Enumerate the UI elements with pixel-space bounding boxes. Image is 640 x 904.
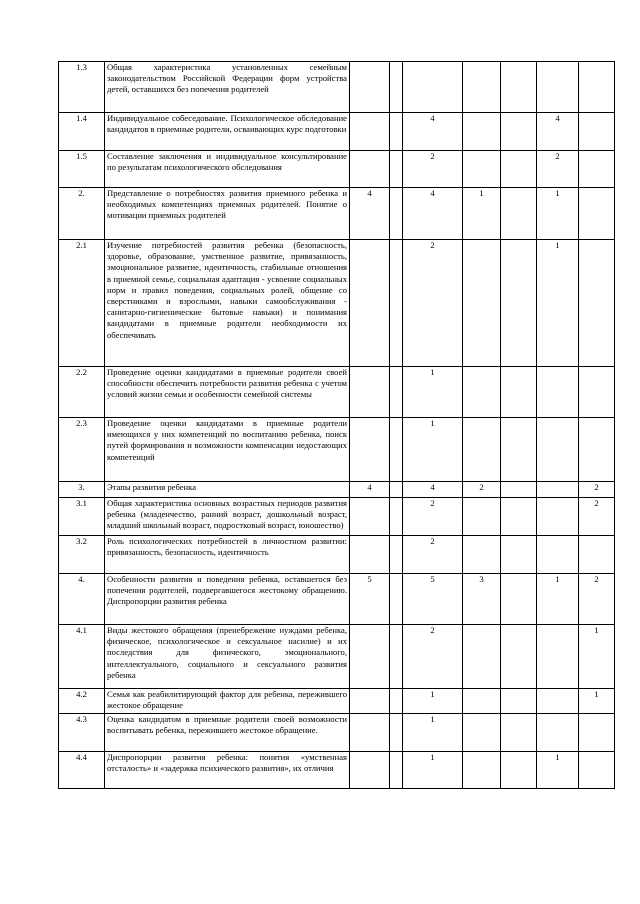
table-row	[59, 574, 615, 625]
cell-col2: 2	[403, 498, 463, 536]
row-topic: Общая характеристика установленных семейным законодательством Российской Федерации форм устройства детей, оставшихся без попечения родителей	[105, 62, 350, 113]
cell-col4	[501, 418, 537, 482]
table-row	[59, 752, 615, 789]
row-number: 4.3	[59, 714, 105, 752]
cell-col4	[501, 498, 537, 536]
row-topic: Проведение оценки кандидатами в приемные родители имеющихся у них компетенций по воспитанию ребенка, поиск путей формирования и возможности компенсации недостающих компетенций	[105, 418, 350, 482]
cell-col3	[463, 625, 501, 689]
row-topic: Семья как реабилитирующий фактор для ребенка, пережившего жестокое обращение	[105, 689, 350, 714]
cell-spacer	[390, 188, 403, 240]
cell-col3: 3	[463, 574, 501, 625]
cell-col3	[463, 367, 501, 418]
cell-col3	[463, 113, 501, 151]
cell-col4	[501, 482, 537, 498]
cell-col4	[501, 240, 537, 367]
cell-col2: 1	[403, 367, 463, 418]
cell-col6	[579, 113, 615, 151]
cell-col4	[501, 689, 537, 714]
row-topic: Изучение потребностей развития ребенка (безопасность, здоровье, образование, умственное развитие, привязанность, эмоциональное развитие, идентичность, стабильные отношения в приемной семье, социальная адаптация - усвоение социальных норм и правил поведения, социальных ролей, общение со сверстниками и взрослыми, навыки самообслуживания - санитарно-гигиенические бытовые навыки) и понимания кандидатами в приемные родители необходимости их обеспечивать	[105, 240, 350, 367]
cell-col6	[579, 62, 615, 113]
cell-col2: 2	[403, 625, 463, 689]
cell-col1	[350, 367, 390, 418]
cell-col5: 1	[537, 752, 579, 789]
table-row	[59, 482, 615, 498]
cell-col5: 4	[537, 113, 579, 151]
table-row	[59, 151, 615, 188]
cell-col3	[463, 240, 501, 367]
cell-col3	[463, 498, 501, 536]
cell-col4	[501, 188, 537, 240]
cell-col1	[350, 62, 390, 113]
row-number: 1.3	[59, 62, 105, 113]
cell-spacer	[390, 151, 403, 188]
row-number: 2.2	[59, 367, 105, 418]
cell-col6	[579, 151, 615, 188]
cell-col2: 1	[403, 689, 463, 714]
cell-col3	[463, 418, 501, 482]
cell-col3	[463, 62, 501, 113]
cell-col1	[350, 418, 390, 482]
cell-col6	[579, 240, 615, 367]
table-row	[59, 240, 615, 367]
cell-spacer	[390, 240, 403, 367]
cell-col4	[501, 714, 537, 752]
cell-col2: 4	[403, 113, 463, 151]
cell-spacer	[390, 689, 403, 714]
row-topic: Индивидуальное собеседование. Психологическое обследование кандидатов в приемные родители, осваивающих курс подготовки	[105, 113, 350, 151]
cell-col6: 2	[579, 482, 615, 498]
cell-col6	[579, 188, 615, 240]
cell-col6: 2	[579, 498, 615, 536]
cell-col1	[350, 151, 390, 188]
cell-col5	[537, 536, 579, 574]
cell-col2: 2	[403, 151, 463, 188]
cell-spacer	[390, 574, 403, 625]
cell-col6	[579, 752, 615, 789]
cell-col6	[579, 536, 615, 574]
row-topic: Составление заключения и индивидуальное консультирование по результатам психологического обследования	[105, 151, 350, 188]
row-number: 4.	[59, 574, 105, 625]
cell-col4	[501, 367, 537, 418]
table-row	[59, 188, 615, 240]
table-row	[59, 62, 615, 113]
row-number: 4.4	[59, 752, 105, 789]
cell-col1	[350, 625, 390, 689]
cell-col2: 5	[403, 574, 463, 625]
row-number: 2.3	[59, 418, 105, 482]
cell-col5: 1	[537, 188, 579, 240]
row-topic: Виды жестокого обращения (пренебрежение нуждами ребенка, физическое, психологическое и сексуальное насилие) и их последствия для физического, эмоционального, интеллектуального, социального и сексуального развития ребенка	[105, 625, 350, 689]
cell-col5	[537, 62, 579, 113]
row-topic: Оценка кандидатом в приемные родители своей возможности воспитывать ребенка, пережившего жестокое обращение.	[105, 714, 350, 752]
row-topic: Роль психологических потребностей в личностном развитии: привязанность, безопасность, идентичность	[105, 536, 350, 574]
row-number: 4.1	[59, 625, 105, 689]
cell-col5	[537, 418, 579, 482]
cell-col5	[537, 482, 579, 498]
cell-col3	[463, 714, 501, 752]
table-row	[59, 113, 615, 151]
table-row	[59, 625, 615, 689]
cell-col4	[501, 625, 537, 689]
row-number: 3.1	[59, 498, 105, 536]
table-row	[59, 498, 615, 536]
cell-col4	[501, 752, 537, 789]
cell-col4	[501, 151, 537, 188]
cell-col3	[463, 752, 501, 789]
cell-spacer	[390, 498, 403, 536]
cell-spacer	[390, 62, 403, 113]
row-number: 1.5	[59, 151, 105, 188]
cell-col2: 4	[403, 482, 463, 498]
cell-col4	[501, 62, 537, 113]
cell-col1	[350, 689, 390, 714]
row-number: 2.	[59, 188, 105, 240]
cell-col1	[350, 536, 390, 574]
cell-col6	[579, 367, 615, 418]
cell-spacer	[390, 752, 403, 789]
cell-col5: 2	[537, 151, 579, 188]
cell-col4	[501, 574, 537, 625]
cell-col1: 5	[350, 574, 390, 625]
cell-col3	[463, 151, 501, 188]
table-row	[59, 536, 615, 574]
row-number: 3.2	[59, 536, 105, 574]
cell-col1: 4	[350, 482, 390, 498]
cell-col4	[501, 536, 537, 574]
cell-spacer	[390, 113, 403, 151]
cell-col3	[463, 536, 501, 574]
cell-col2: 2	[403, 240, 463, 367]
row-topic: Проведение оценки кандидатами в приемные родители своей способности обеспечить потребности развития ребенка с учетом условий жизни семьи и особенности семейной системы	[105, 367, 350, 418]
row-topic: Особенности развития и поведения ребенка, оставшегося без попечения родителей, подвергавшегося жестокому обращению. Диспропорции развития ребенка	[105, 574, 350, 625]
cell-col5	[537, 689, 579, 714]
table-row	[59, 418, 615, 482]
cell-col3	[463, 689, 501, 714]
cell-spacer	[390, 625, 403, 689]
cell-spacer	[390, 536, 403, 574]
cell-col5	[537, 367, 579, 418]
cell-col5	[537, 498, 579, 536]
cell-col1	[350, 113, 390, 151]
cell-col3: 2	[463, 482, 501, 498]
cell-col6: 1	[579, 689, 615, 714]
cell-col6	[579, 714, 615, 752]
cell-col1: 4	[350, 188, 390, 240]
cell-col5	[537, 625, 579, 689]
cell-col2: 1	[403, 418, 463, 482]
cell-col6	[579, 418, 615, 482]
cell-col4	[501, 113, 537, 151]
cell-spacer	[390, 418, 403, 482]
curriculum-table	[58, 61, 615, 789]
row-number: 3.	[59, 482, 105, 498]
row-number: 2.1	[59, 240, 105, 367]
table-row	[59, 689, 615, 714]
cell-col6: 1	[579, 625, 615, 689]
table-row	[59, 367, 615, 418]
cell-spacer	[390, 714, 403, 752]
cell-col2	[403, 62, 463, 113]
cell-col1	[350, 498, 390, 536]
row-topic: Представление о потребностях развития приемного ребенка и необходимых компетенциях приемных родителей. Понятие о мотивации приемных родителей	[105, 188, 350, 240]
cell-col2: 1	[403, 714, 463, 752]
cell-col1	[350, 240, 390, 367]
row-topic: Этапы развития ребенка	[105, 482, 350, 498]
row-number: 4.2	[59, 689, 105, 714]
cell-col5: 1	[537, 574, 579, 625]
row-number: 1.4	[59, 113, 105, 151]
cell-col2: 1	[403, 752, 463, 789]
cell-col5	[537, 714, 579, 752]
cell-col1	[350, 752, 390, 789]
cell-spacer	[390, 367, 403, 418]
cell-col1	[350, 714, 390, 752]
cell-spacer	[390, 482, 403, 498]
cell-col2: 2	[403, 536, 463, 574]
cell-col3: 1	[463, 188, 501, 240]
cell-col2: 4	[403, 188, 463, 240]
cell-col6: 2	[579, 574, 615, 625]
row-topic: Диспропорции развития ребенка: понятия «умственная отсталость» и «задержка психического развития», их отличия	[105, 752, 350, 789]
cell-col5: 1	[537, 240, 579, 367]
row-topic: Общая характеристика основных возрастных периодов развития ребенка (младенчество, ранний возраст, дошкольный возраст, младший школьный возраст, подростковый возраст, юношество)	[105, 498, 350, 536]
table-row	[59, 714, 615, 752]
